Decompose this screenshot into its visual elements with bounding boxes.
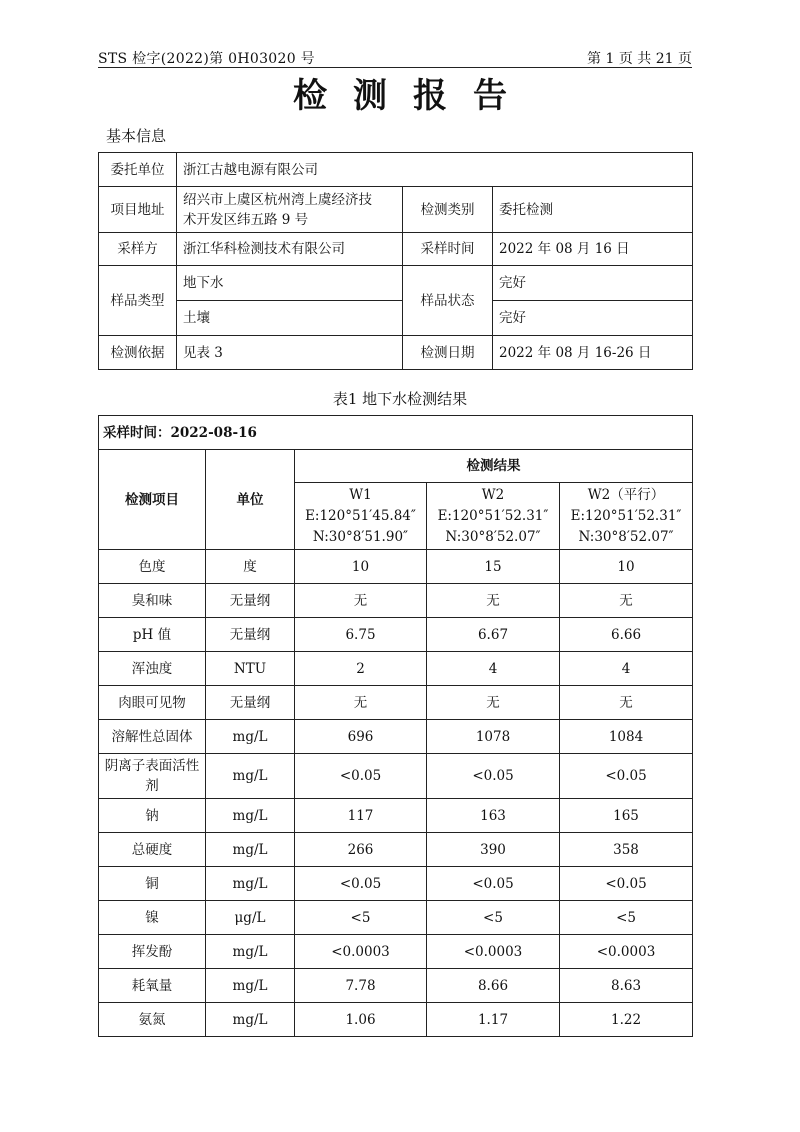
point-name: W1 <box>349 486 372 503</box>
unit-cell: mg/L <box>206 799 295 833</box>
value-cell: <0.0003 <box>560 935 693 969</box>
item-cell: 钠 <box>99 799 206 833</box>
basis-label: 检测依据 <box>99 336 177 370</box>
value-cell: 无 <box>427 686 560 720</box>
item-cell: 阴离子表面活性剂 <box>99 754 206 799</box>
item-cell: 浑浊度 <box>99 652 206 686</box>
table-row <box>99 799 693 833</box>
value-cell: 163 <box>427 799 560 833</box>
sampling-time-value: 2022 年 08 月 16 日 <box>493 233 693 266</box>
value-cell: <0.0003 <box>427 935 560 969</box>
value-cell: 6.67 <box>427 618 560 652</box>
address-line-2: 术开发区纬五路 9 号 <box>183 211 309 228</box>
value-cell: 266 <box>295 833 427 867</box>
row-client <box>99 153 693 187</box>
value-cell: 无 <box>560 584 693 618</box>
value-cell: <5 <box>427 901 560 935</box>
value-cell: <0.05 <box>560 867 693 901</box>
report-title: 检测报告 <box>293 76 533 116</box>
item-cell: 色度 <box>99 550 206 584</box>
sampler-value: 浙江华科检测技术有限公司 <box>177 233 403 266</box>
value-cell: 7.78 <box>295 969 427 1003</box>
item-cell: 总硬度 <box>99 833 206 867</box>
address-value <box>177 187 403 233</box>
point-north: N:30°8′52.07″ <box>445 528 541 545</box>
table-row <box>99 935 693 969</box>
table-sampling-time: 采样时间：2022-08-16 <box>99 416 693 450</box>
unit-cell: 无量纲 <box>206 618 295 652</box>
value-cell: 358 <box>560 833 693 867</box>
table-row <box>99 867 693 901</box>
value-cell: 8.66 <box>427 969 560 1003</box>
point-name: W2 <box>481 486 505 503</box>
groundwater-results-table <box>98 415 693 1037</box>
col-header-item: 检测项目 <box>99 450 206 550</box>
unit-cell: 无量纲 <box>206 584 295 618</box>
item-cell: 挥发酚 <box>99 935 206 969</box>
unit-cell: μg/L <box>206 901 295 935</box>
item-cell: 铜 <box>99 867 206 901</box>
value-cell: 1.06 <box>295 1003 427 1037</box>
test-type-label: 检测类别 <box>403 187 493 233</box>
header-row-1 <box>99 450 693 483</box>
point-east: E:120°51′52.31″ <box>437 507 549 524</box>
value-cell: 无 <box>295 584 427 618</box>
table-caption: 表1 地下水检测结果 <box>332 390 468 408</box>
table-row <box>99 686 693 720</box>
value-cell: 无 <box>295 686 427 720</box>
basic-info-table <box>98 152 693 370</box>
client-label: 委托单位 <box>99 153 177 187</box>
value-cell: 2 <box>295 652 427 686</box>
unit-cell: mg/L <box>206 720 295 754</box>
value-cell: 4 <box>560 652 693 686</box>
value-cell: 6.66 <box>560 618 693 652</box>
unit-cell: mg/L <box>206 754 295 799</box>
unit-cell: mg/L <box>206 935 295 969</box>
value-cell: <0.05 <box>427 867 560 901</box>
value-cell: 4 <box>427 652 560 686</box>
point-name: W2（平行） <box>587 486 665 503</box>
unit-cell: mg/L <box>206 867 295 901</box>
value-cell: 117 <box>295 799 427 833</box>
point-w2-parallel-header <box>560 483 693 550</box>
item-cell: 耗氧量 <box>99 969 206 1003</box>
point-east: E:120°51′52.31″ <box>570 507 682 524</box>
unit-cell: mg/L <box>206 833 295 867</box>
sample-status-1: 完好 <box>493 266 693 301</box>
value-cell: <0.05 <box>295 867 427 901</box>
section-title-basic-info: 基本信息 <box>106 127 167 145</box>
item-cell: pH 值 <box>99 618 206 652</box>
table-row <box>99 550 693 584</box>
table-row <box>99 901 693 935</box>
col-header-unit: 单位 <box>206 450 295 550</box>
unit-cell: 无量纲 <box>206 686 295 720</box>
sample-type-label: 样品类型 <box>99 266 177 336</box>
value-cell: 无 <box>427 584 560 618</box>
sample-status-label: 样品状态 <box>403 266 493 336</box>
test-date-label: 检测日期 <box>403 336 493 370</box>
value-cell: 165 <box>560 799 693 833</box>
address-label: 项目地址 <box>99 187 177 233</box>
item-cell: 肉眼可见物 <box>99 686 206 720</box>
value-cell: <0.05 <box>295 754 427 799</box>
sample-type-groundwater: 地下水 <box>177 266 403 301</box>
table-row <box>99 652 693 686</box>
sampling-time-row <box>99 416 693 450</box>
item-cell: 溶解性总固体 <box>99 720 206 754</box>
table-row <box>99 584 693 618</box>
row-sample-type-2 <box>99 301 693 336</box>
unit-cell: mg/L <box>206 969 295 1003</box>
table-row <box>99 833 693 867</box>
row-sample-type-1 <box>99 266 693 301</box>
value-cell: 1.17 <box>427 1003 560 1037</box>
test-date-value: 2022 年 08 月 16-26 日 <box>493 336 693 370</box>
point-north: N:30°8′51.90″ <box>312 528 409 545</box>
value-cell: 1084 <box>560 720 693 754</box>
basis-value: 见表 3 <box>177 336 403 370</box>
point-east: E:120°51′45.84″ <box>305 507 416 524</box>
value-cell: <0.05 <box>560 754 693 799</box>
value-cell: 696 <box>295 720 427 754</box>
value-cell: 无 <box>560 686 693 720</box>
unit-cell: 度 <box>206 550 295 584</box>
page-info: 第 1 页 共 21 页 <box>587 51 692 67</box>
table-row <box>99 969 693 1003</box>
point-north: N:30°8′52.07″ <box>578 528 674 545</box>
value-cell: 6.75 <box>295 618 427 652</box>
value-cell: <0.0003 <box>295 935 427 969</box>
table-row <box>99 618 693 652</box>
value-cell: 390 <box>427 833 560 867</box>
sample-type-soil: 土壤 <box>177 301 403 336</box>
value-cell: <5 <box>295 901 427 935</box>
value-cell: 1.22 <box>560 1003 693 1037</box>
item-cell: 镍 <box>99 901 206 935</box>
value-cell: 10 <box>295 550 427 584</box>
point-w2-header <box>427 483 560 550</box>
table-row <box>99 754 693 799</box>
unit-cell: NTU <box>206 652 295 686</box>
value-cell: 1078 <box>427 720 560 754</box>
sample-status-2: 完好 <box>493 301 693 336</box>
col-header-result: 检测结果 <box>295 450 693 483</box>
value-cell: <0.05 <box>427 754 560 799</box>
report-number: STS 检字(2022)第 0H03020 号 <box>98 51 315 67</box>
item-cell: 氨氮 <box>99 1003 206 1037</box>
client-value: 浙江古越电源有限公司 <box>177 153 693 187</box>
value-cell: <5 <box>560 901 693 935</box>
value-cell: 15 <box>427 550 560 584</box>
item-cell: 臭和味 <box>99 584 206 618</box>
unit-cell: mg/L <box>206 1003 295 1037</box>
row-sampler <box>99 233 693 266</box>
sampler-label: 采样方 <box>99 233 177 266</box>
row-address <box>99 187 693 233</box>
table-row <box>99 1003 693 1037</box>
table-row <box>99 720 693 754</box>
point-w1-header <box>295 483 427 550</box>
test-type-value: 委托检测 <box>493 187 693 233</box>
value-cell: 8.63 <box>560 969 693 1003</box>
sampling-time-label: 采样时间 <box>403 233 493 266</box>
value-cell: 10 <box>560 550 693 584</box>
row-basis <box>99 336 693 370</box>
address-line-1: 绍兴市上虞区杭州湾上虞经济技 <box>183 191 372 208</box>
